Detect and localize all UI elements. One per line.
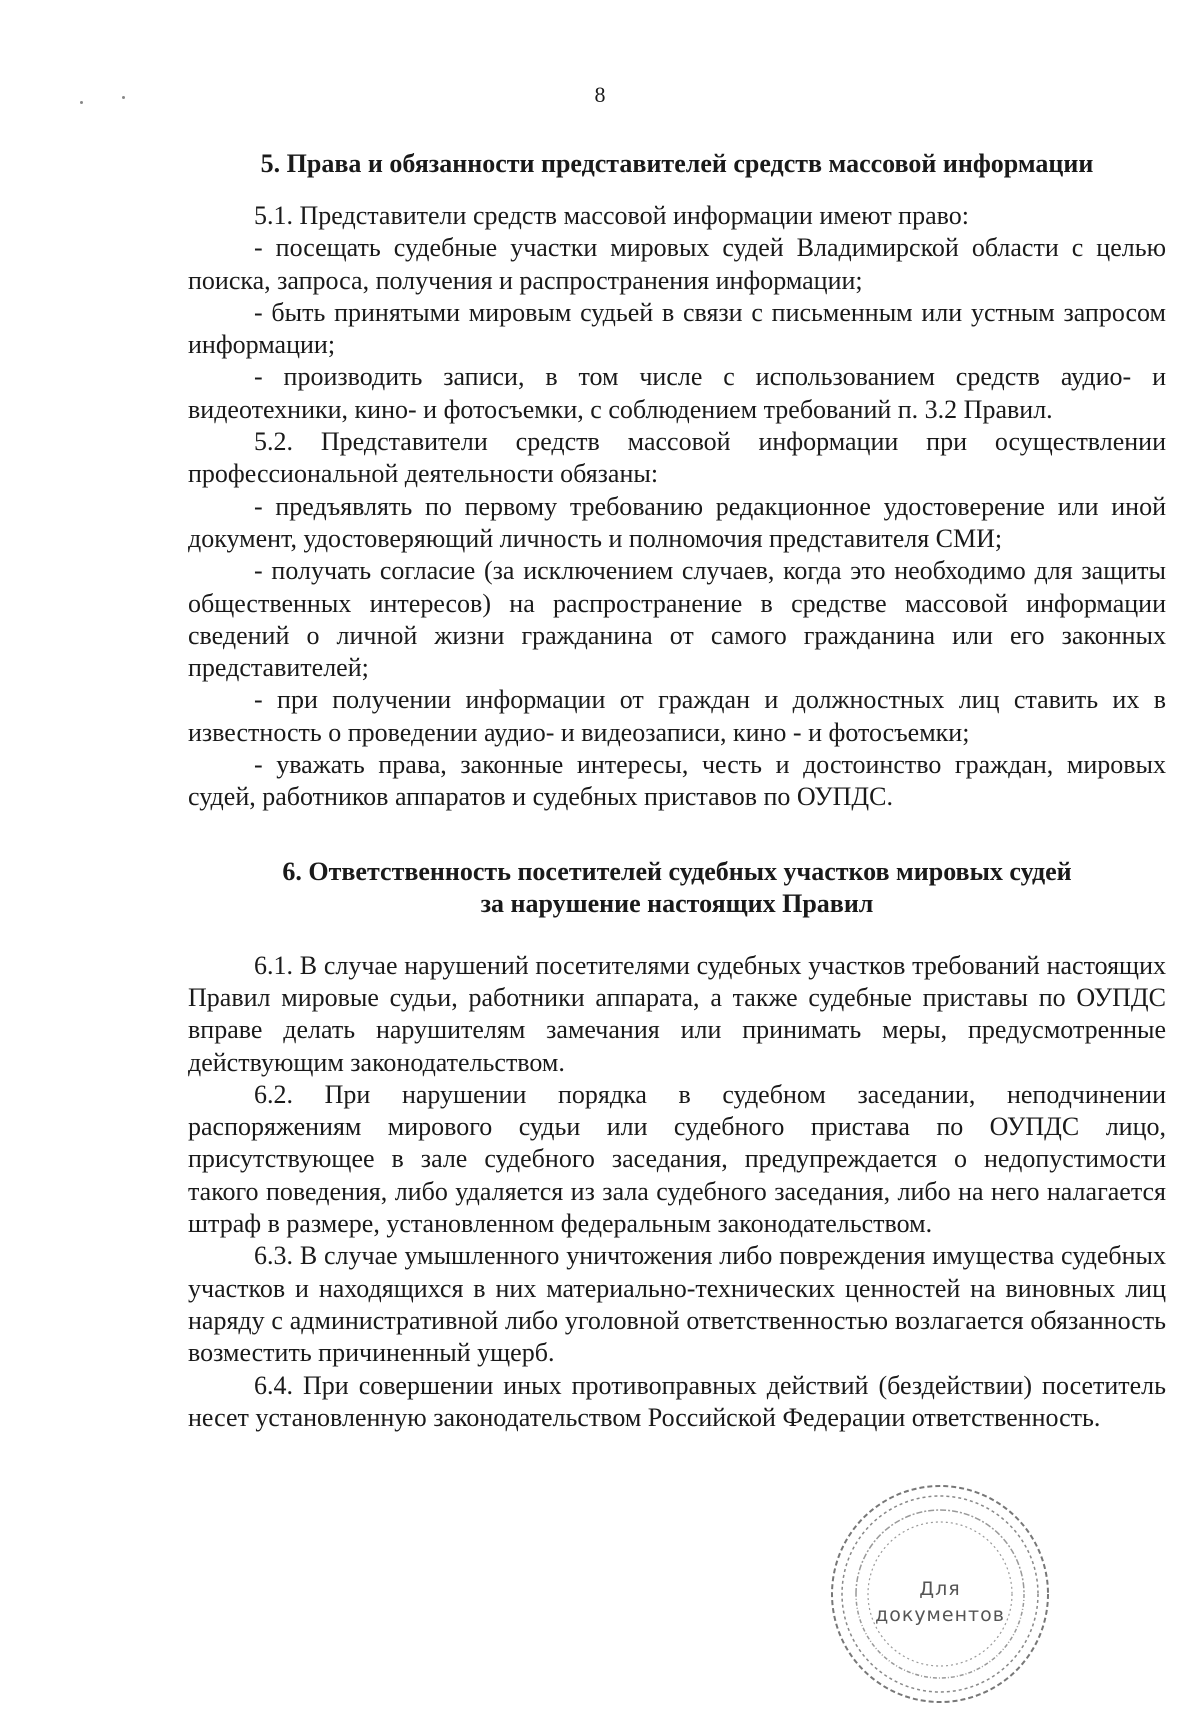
- paragraph-6-3: 6.3. В случае умышленного уничтожения либо повреждения имущества судебных участков и находящихся в них материально-технических ценностей на виновных лиц наряду с административной либо уголовной ответственностью возлагается обязанность возместить причиненный ущерб.: [188, 1241, 1166, 1368]
- paragraph-6-1: 6.1. В случае нарушений посетителями судебных участков требований настоящих Правил мировые судьи, работники аппарата, а также судебные приставы по ОУПДС вправе делать нарушителям замечания или принимать меры, предусмотренные действующим законодательством.: [188, 950, 1166, 1077]
- paragraph-5-1: 5.1. Представители средств массовой информации имеют право:: [254, 201, 969, 230]
- section-6-heading-line-1: 6. Ответственность посетителей судебных участков мировых судей: [282, 856, 1072, 886]
- paragraph-5-1-item-1: - посещать судебные участки мировых судей Владимирской области с целью поиска, запроса, получения и распространения информации;: [188, 233, 1166, 295]
- document-body: [188, 148, 1166, 1434]
- section-6-heading-line-2: за нарушение настоящих Правил: [480, 888, 874, 918]
- stamp-text-line-1: Для: [919, 1578, 961, 1600]
- paragraph-5-1-item-3: - производить записи, в том числе с использованием средств аудио- и видеотехники, кино- и фотосъемки, с соблюдением требований п. 3.2 Правил.: [188, 362, 1166, 424]
- paragraph-6-2: 6.2. При нарушении порядка в судебном заседании, неподчинении распоряжениям мирового судьи или судебного пристава по ОУПДС лицо, присутствующее в зале судебного заседания, предупреждается о недопустимости такого поведения, либо удаляется из зала судебного заседания, либо на него налагается штраф в размере, установленном федеральным законодательством.: [188, 1079, 1166, 1239]
- paragraph-5-2: 5.2. Представители средств массовой информации при осуществлении профессиональной деятельности обязаны:: [188, 427, 1166, 489]
- paragraph-5-2-item-3: - при получении информации от граждан и должностных лиц ставить их в известность о проведении аудио- и видеозаписи, кино - и фотосъемки;: [188, 685, 1166, 747]
- round-stamp: [826, 1480, 1054, 1708]
- section-6-heading: [188, 856, 1166, 920]
- paragraph-6-4: 6.4. При совершении иных противоправных действий (бездействии) посетитель несет установленную законодательством Российской Федерации ответственность.: [188, 1370, 1166, 1432]
- paragraph-5-2-item-2: - получать согласие (за исключением случаев, когда это необходимо для защиты общественных интересов) на распространение в средстве массовой информации сведений о личной жизни гражданина от самого гражданина или его законных представителей;: [188, 556, 1166, 683]
- paragraph-5-1-item-2: - быть принятыми мировым судьей в связи с письменным или устным запросом информации;: [188, 297, 1166, 360]
- paragraph-5-2-item-1: - предъявлять по первому требованию редакционное удостоверение или иной документ, удостоверяющий личность и полномочия представителя СМИ;: [188, 491, 1166, 553]
- page-number: 8: [594, 82, 606, 107]
- paragraph-5-2-item-4: - уважать права, законные интересы, честь и достоинство граждан, мировых судей, работников аппаратов и судебных приставов по ОУПДС.: [188, 750, 1166, 812]
- section-5-heading: 5. Права и обязанности представителей средств массовой информации: [260, 149, 1094, 178]
- stamp-text-line-2: документов: [875, 1604, 1005, 1626]
